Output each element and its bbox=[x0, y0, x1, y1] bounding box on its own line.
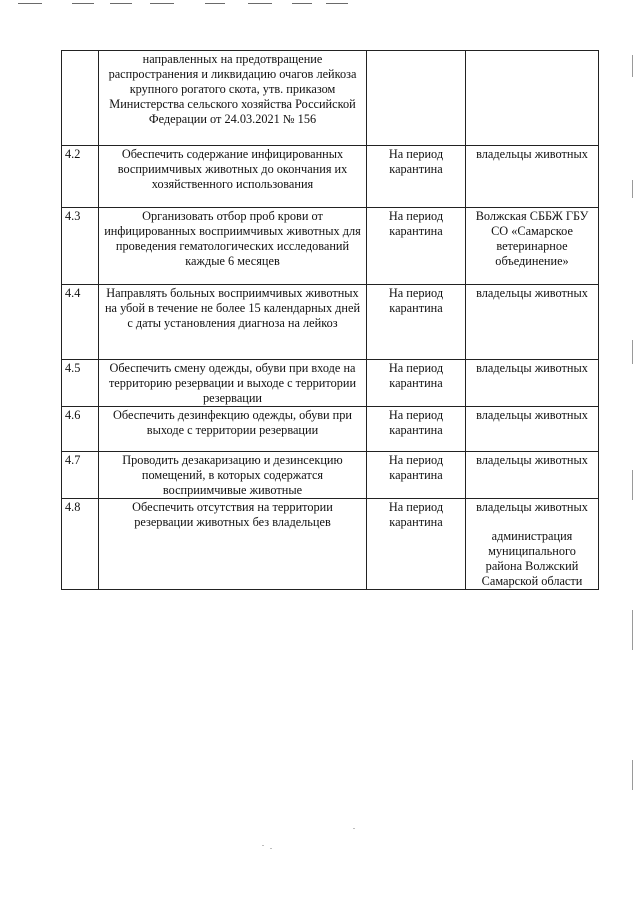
table-row bbox=[62, 499, 599, 590]
period-text: На период карантина bbox=[367, 146, 466, 208]
scan-mark-top bbox=[150, 3, 174, 4]
period-text: На период карантина bbox=[367, 208, 466, 285]
responsible-text bbox=[466, 51, 599, 146]
responsible-cell bbox=[466, 499, 599, 590]
table-row bbox=[62, 360, 599, 407]
responsible-text: Волжская СББЖ ГБУ СО «Самарское ветеринарное объединение» bbox=[466, 208, 599, 285]
responsible-text: владельцы животных bbox=[466, 285, 599, 360]
measure-text: Обеспечить содержание инфицированных восприимчивых животных до окончания их хозяйственного использования bbox=[99, 146, 367, 208]
scan-edge-line bbox=[632, 180, 633, 198]
measures-table bbox=[61, 50, 599, 590]
scan-mark-top bbox=[18, 3, 42, 4]
scan-edge-line bbox=[632, 55, 633, 77]
scan-edge-line bbox=[632, 470, 633, 500]
scan-mark-top bbox=[292, 3, 312, 4]
measure-text: Направлять больных восприимчивых животных на убой в течение не более 15 календарных дней с даты установления диагноза на лейкоз bbox=[99, 285, 367, 360]
period-text: На период карантина bbox=[367, 360, 466, 407]
scan-mark-top bbox=[326, 3, 348, 4]
row-number: 4.8 bbox=[62, 499, 99, 590]
row-number: 4.6 bbox=[62, 407, 99, 452]
row-number: 4.7 bbox=[62, 452, 99, 499]
responsible-text: владельцы животных bbox=[466, 407, 599, 452]
measure-text: Обеспечить отсутствия на территории резервации животных без владельцев bbox=[99, 499, 367, 590]
period-text bbox=[367, 51, 466, 146]
measure-text: направленных на предотвращение распространения и ликвидацию очагов лейкоза крупного рогатого скота, утв. приказом Министерства сельского хозяйства Российской Федерации от 24.03.2021 № 156 bbox=[99, 51, 367, 146]
table-row bbox=[62, 452, 599, 499]
measure-text: Организовать отбор проб крови от инфицированных восприимчивых животных для проведения гематологических исследований каждые 6 месяцев bbox=[99, 208, 367, 285]
scan-speck bbox=[262, 845, 264, 846]
table-row bbox=[62, 407, 599, 452]
scan-speck bbox=[353, 828, 355, 829]
scan-mark-top bbox=[248, 3, 272, 4]
scan-edge-line bbox=[632, 340, 633, 364]
responsible-text: владельцы животных bbox=[466, 452, 599, 499]
period-text: На период карантина bbox=[367, 452, 466, 499]
responsible-text: владельцы животных bbox=[466, 146, 599, 208]
scan-mark-top bbox=[205, 3, 225, 4]
row-number: 4.5 bbox=[62, 360, 99, 407]
scan-edge-line bbox=[632, 760, 633, 790]
row-number bbox=[62, 51, 99, 146]
responsible-text: администрация муниципального района Волжский Самарской области bbox=[481, 529, 583, 588]
responsible-text: владельцы животных bbox=[466, 360, 599, 407]
table-row bbox=[62, 51, 599, 146]
measure-text: Обеспечить дезинфекцию одежды, обуви при выходе с территории резервации bbox=[99, 407, 367, 452]
responsible-text: владельцы животных bbox=[476, 500, 588, 514]
measure-text: Проводить дезакаризацию и дезинсекцию помещений, в которых содержатся восприимчивые животные bbox=[99, 452, 367, 499]
scan-edge-line bbox=[632, 610, 633, 650]
table-row bbox=[62, 285, 599, 360]
scan-speck bbox=[270, 848, 272, 849]
scan-mark-top bbox=[72, 3, 94, 4]
period-text: На период карантина bbox=[367, 407, 466, 452]
table-row bbox=[62, 208, 599, 285]
period-text: На период карантина bbox=[367, 285, 466, 360]
row-number: 4.2 bbox=[62, 146, 99, 208]
table-row bbox=[62, 146, 599, 208]
row-number: 4.3 bbox=[62, 208, 99, 285]
scan-mark-top bbox=[110, 3, 132, 4]
measure-text: Обеспечить смену одежды, обуви при входе на территорию резервации и выходе с территории резервации bbox=[99, 360, 367, 407]
period-text: На период карантина bbox=[367, 499, 466, 590]
row-number: 4.4 bbox=[62, 285, 99, 360]
